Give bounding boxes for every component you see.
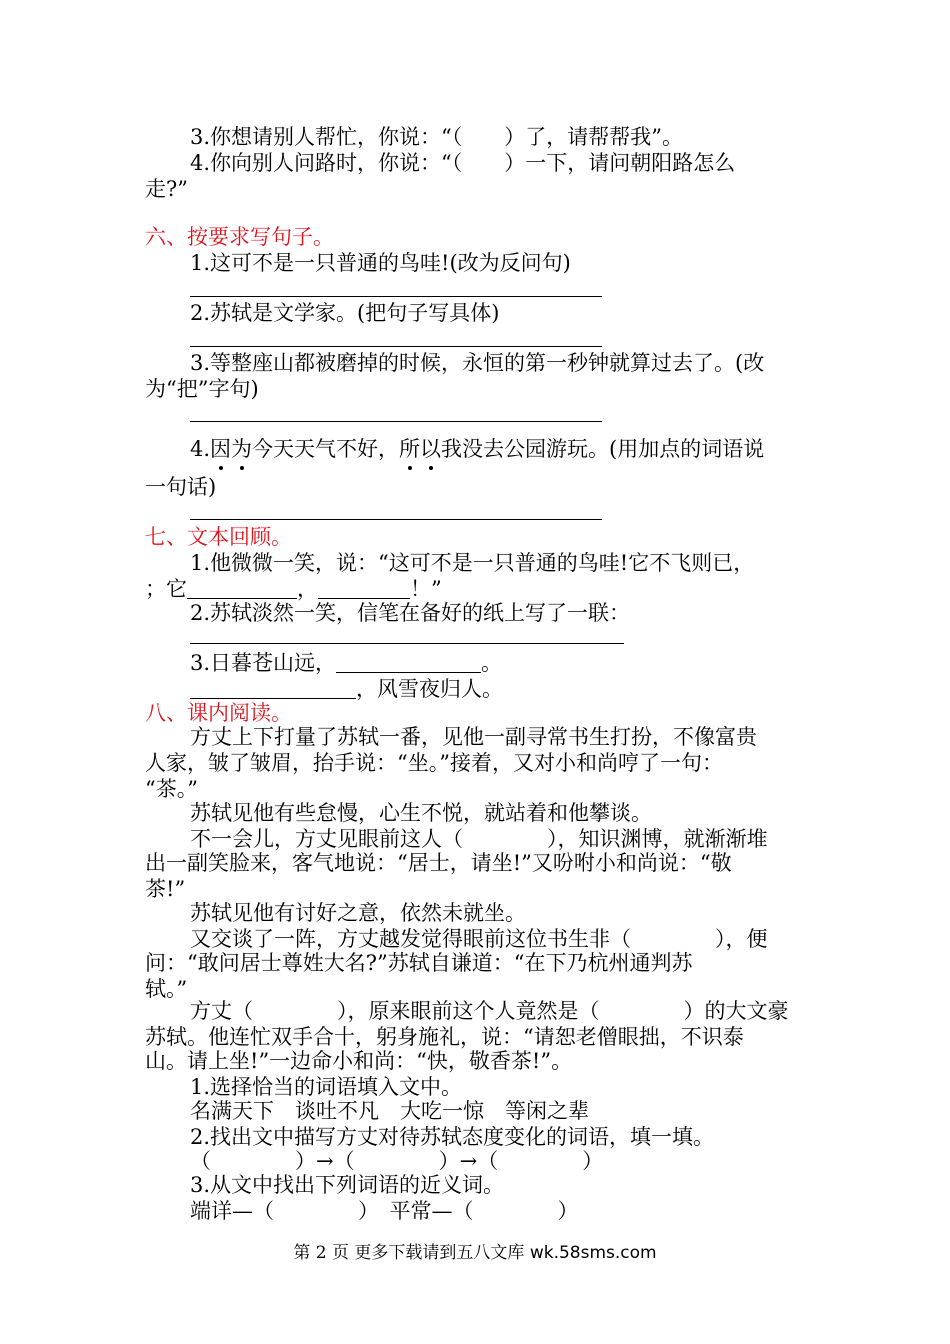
emphasis-char-wei: 为 <box>231 437 253 461</box>
answer-line-6-1[interactable] <box>190 296 602 297</box>
sec7-q2: 2.苏轼淡然一笑，信笔在备好的纸上写了一联： <box>190 601 631 625</box>
sec6-q4-line1 <box>190 436 815 462</box>
footer-page-text: 第 2 页 更多下载请到五八文库 <box>293 1243 525 1263</box>
answer-line-7-2[interactable] <box>190 643 624 644</box>
passage-line: 苏轼见他有些怠慢，心生不悦，就站着和他攀谈。 <box>190 801 652 825</box>
sec7-q3-line1 <box>190 650 815 676</box>
passage-line: 方丈（ ），原来眼前这个人竟然是（ ）的大文豪 <box>190 999 789 1023</box>
emphasis-char-yin: 因 <box>210 437 232 461</box>
passage-line: 轼。” <box>145 977 188 1001</box>
q1b-end: ！” <box>410 577 442 601</box>
sec6-q3-line2: 为“把”字句) <box>145 377 259 401</box>
sec5-q3: 3.你想请别人帮忙，你说：“（ ）了，请帮帮我”。 <box>190 125 684 149</box>
passage-line: 方丈上下打量了苏轼一番，见他一副寻常书生打扮，不像富贵 <box>190 725 757 749</box>
sec6-q2: 2.苏轼是文学家。(把句子写具体) <box>190 301 500 325</box>
emphasis-char-suo: 所 <box>399 437 421 461</box>
sec5-q4-line2: 走?” <box>145 177 188 201</box>
q4-part1: 今天天气不好， <box>252 437 400 461</box>
passage-line: 不一会儿，方丈见眼前这人（ ），知识渊博，就渐渐堆 <box>190 827 768 851</box>
blank-7-3a[interactable] <box>336 652 481 673</box>
q4-part2: 我没去公园游玩。(用加点的词语说 <box>441 437 765 461</box>
sec5-q4-line1: 4.你向别人问路时，你说：“（ ）一下，请问朝阳路怎么 <box>190 151 736 175</box>
footer-site-link[interactable]: wk.58sms.com <box>529 1243 657 1263</box>
sec8-q1: 1.选择恰当的词语填入文中。 <box>190 1075 463 1099</box>
sec8-q3-words[interactable]: 端详—（ ） 平常—（ ） <box>190 1199 579 1223</box>
passage-line: 苏轼见他有讨好之意，依然未就坐。 <box>190 901 526 925</box>
page-footer <box>0 1242 950 1264</box>
sec7-q3-line2 <box>190 676 815 702</box>
sec8-q3: 3.从文中找出下列词语的近义词。 <box>190 1173 505 1197</box>
q1b-prefix: ；它 <box>145 577 187 601</box>
passage-line: “茶。” <box>145 777 198 801</box>
passage-line: 苏轼。他连忙双手合十，躬身施礼，说：“请恕老僧眼拙，不识泰 <box>145 1025 744 1049</box>
emphasis-char-yi: 以 <box>420 437 442 461</box>
q4-num: 4. <box>190 437 211 461</box>
q3a-prefix: 3.日暮苍山远， <box>190 651 337 675</box>
q3b-end: ，风雪夜归人。 <box>356 677 503 701</box>
sec8-word-options: 名满天下 谈吐不凡 大吃一惊 等闲之辈 <box>190 1099 589 1123</box>
blank-7-1b[interactable] <box>318 578 410 599</box>
sec6-q1: 1.这可不是一只普通的鸟哇!(改为反问句) <box>190 251 571 275</box>
sec8-q2: 2.找出文中描写方丈对待苏轼态度变化的词语，填一填。 <box>190 1125 715 1149</box>
passage-line: 又交谈了一阵，方丈越发觉得眼前这位书生非（ ），便 <box>190 927 768 951</box>
blank-7-1a[interactable] <box>187 578 297 599</box>
sec7-title: 七、文本回顾。 <box>145 525 292 549</box>
passage-line: 问：“敢问居士尊姓大名?”苏轼自谦道：“在下乃杭州通判苏 <box>145 951 693 975</box>
sec7-q1-line1: 1.他微微一笑，说：“这可不是一只普通的鸟哇!它不飞则已， <box>190 551 755 575</box>
sec6-q3-line1: 3.等整座山都被磨掉的时候，永恒的第一秒钟就算过去了。(改 <box>190 351 765 375</box>
answer-line-6-2[interactable] <box>190 346 602 347</box>
sec8-q2-blanks[interactable]: （ ）→（ ）→（ ） <box>190 1149 604 1173</box>
sec6-q4-line2: 一句话) <box>145 475 217 499</box>
passage-line: 山。请上坐!”一边命小和尚：“快，敬香茶!”。 <box>145 1049 573 1073</box>
passage-line: 人家，皱了皱眉，抬手说：“坐。”接着，又对小和尚哼了一句： <box>145 751 723 775</box>
q3a-end: 。 <box>481 651 503 675</box>
sec7-q1-line2 <box>145 576 815 602</box>
answer-line-6-4[interactable] <box>190 519 602 520</box>
passage-line: 出一副笑脸来，客气地说：“居士，请坐!”又吩咐小和尚说：“敬 <box>145 851 732 875</box>
q1b-comma: ， <box>297 577 318 601</box>
answer-line-6-3[interactable] <box>190 421 602 422</box>
blank-7-3b[interactable] <box>190 678 356 699</box>
sec8-title: 八、课内阅读。 <box>145 701 292 725</box>
sec6-title: 六、按要求写句子。 <box>145 225 334 249</box>
passage-line: 茶!” <box>145 877 186 901</box>
